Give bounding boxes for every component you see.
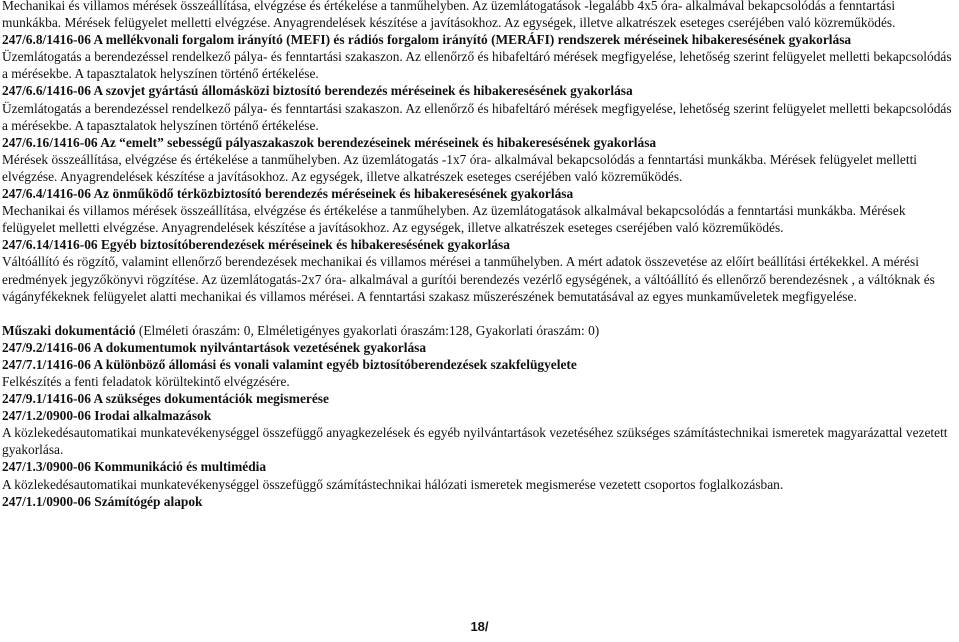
item-heading: 247/9.1/1416-06 A szükséges dokumentációk megismerése [2, 391, 329, 407]
item-body: A közlekedésautomatikai munkatevékenységgel összefüggő anyagkezelések és egyéb nyilvántartások vezetéséhez szükséges számítástechnikai ismeretek magyarázattal vezetett gyakorlása. [2, 425, 948, 458]
item-heading: 247/1.1/0900-06 Számítógép alapok [2, 493, 203, 509]
section [2, 134, 957, 185]
section-heading: 247/6.16/1416-06 Az “emelt” sebességű pályaszakaszok berendezéseinek méréseinek és hibakeresésének gyakorlása [2, 134, 657, 150]
section-body: Mérések összeállítása, elvégzése és értékelése a tanműhelyben. Az üzemlátogatás -1x7 óra- alkalmával bekapcsolódás a fenntartási munkákba. Mérések felügyelet melletti elvégzése. Anyagrendelések készítése a javításokhoz. Az egységek, illetve alkatrészek eseteges cseréjében való közreműködés. [2, 151, 918, 184]
section-body: Váltóállító és rögzítő, valamint ellenőrző berendezések mechanikai és villamos mérései a tanműhelyben. A mért adatok összevetése az előírt beállítási értékekkel. A mérési eredmények jegyzőkönyvi rögzítése. Az üzemlátogatás-2x7 óra- alkalmával a gurítói berendezés vezérlő egységének, a váltóállító és ellenőrző berendezésnek , a váltóknak és vágányfékeknek felügyelet alatti mechanikai és villamos mérései. A fenntartási szakasz műszerészének bemutatásával az egyes munkaműveletek megfigyelése. [2, 254, 935, 304]
muszaki-hours: (Elméleti óraszám: 0, Elméletigényes gyakorlati óraszám:128, Gyakorlati óraszám: 0) [135, 322, 600, 338]
section-body: Üzemlátogatás a berendezéssel rendelkező pálya- és fenntartási szakaszon. Az ellenőrző és hibafeltáró mérések megfigyelése, lehetőség szerint felügyelet melletti bekapcsolódás a mérésekbe. A tapasztalatok helyszínen történő értékelése. [2, 100, 952, 133]
section-body: Üzemlátogatás a berendezéssel rendelkező pálya- és fenntartási szakaszon. Az ellenőrző és hibafeltáró mérések megfigyelése, lehetőség szerint felügyelet melletti bekapcsolódás a mérésekbe. A tapasztalatok helyszínen történő értékelése. [2, 49, 952, 82]
document-body [2, 0, 957, 510]
section [2, 31, 957, 82]
muszaki-dokumentacio-line [2, 322, 957, 339]
section [2, 236, 957, 304]
item-heading: 247/1.3/0900-06 Kommunikáció és multimédia [2, 459, 267, 475]
intro-paragraph: Mechanikai és villamos mérések összeállítása, elvégzése és értékelése a tanműhelyben. Az üzemlátogatások -legalább 4x5 óra- alkalmával bekapcsolódás a fenntartási munkákba. Mérések felügyelet melletti elvégzése. Anyagrendelések készítése a javításokhoz. Az egységek, illetve alkatrészek eseteges cseréjében való közreműködés. [2, 0, 896, 31]
item-heading: 247/1.2/0900-06 Irodai alkalmazások [2, 408, 212, 424]
section-heading: 247/6.8/1416-06 A mellékvonali forgalom irányító (MEFI) és rádiós forgalom irányító (MERÁFI) rendszerek méréseinek hibakeresésének gyakorlása [2, 32, 852, 48]
section [2, 185, 957, 236]
section-heading: 247/6.4/1416-06 Az önműködő térközbiztosító berendezés méréseinek és hibakeresésének gyakorlása [2, 186, 574, 202]
item-heading: 247/7.1/1416-06 A különböző állomási és vonali valamint egyéb biztosítóberendezések szakfelügyelete [2, 356, 577, 372]
item-body: Felkészítés a fenti feladatok körültekintő elvégzésére. [2, 373, 290, 389]
page-number: 18/ [470, 619, 489, 634]
item-heading: 247/9.2/1416-06 A dokumentumok nyilvántartások vezetésének gyakorlása [2, 339, 427, 355]
section-heading: 247/6.14/1416-06 Egyéb biztosítóberendezések méréseinek és hibakeresésének gyakorlása [2, 237, 510, 253]
item-body: A közlekedésautomatikai munkatevékenységgel összefüggő számítástechnikai hálózati ismeretek megismerése vezetett csoportos foglalkozásban. [2, 476, 784, 492]
section-body: Mechanikai és villamos mérések összeállítása, elvégzése és értékelése a tanműhelyben. Az üzemlátogatások alkalmával bekapcsolódás a fenntartási munkákba. Mérések felügyelet melletti elvégzése. Anyagrendelések készítése a javításokhoz. Az egységek, illetve alkatrészek eseteges cseréjében való közreműködés. [2, 203, 906, 236]
section-heading: 247/6.6/1416-06 A szovjet gyártású állomásközi biztosító berendezés méréseinek és hibakeresésének gyakorlása [2, 83, 633, 99]
spacer [2, 305, 957, 322]
section [2, 82, 957, 133]
muszaki-label: Műszaki dokumentáció [2, 322, 136, 338]
